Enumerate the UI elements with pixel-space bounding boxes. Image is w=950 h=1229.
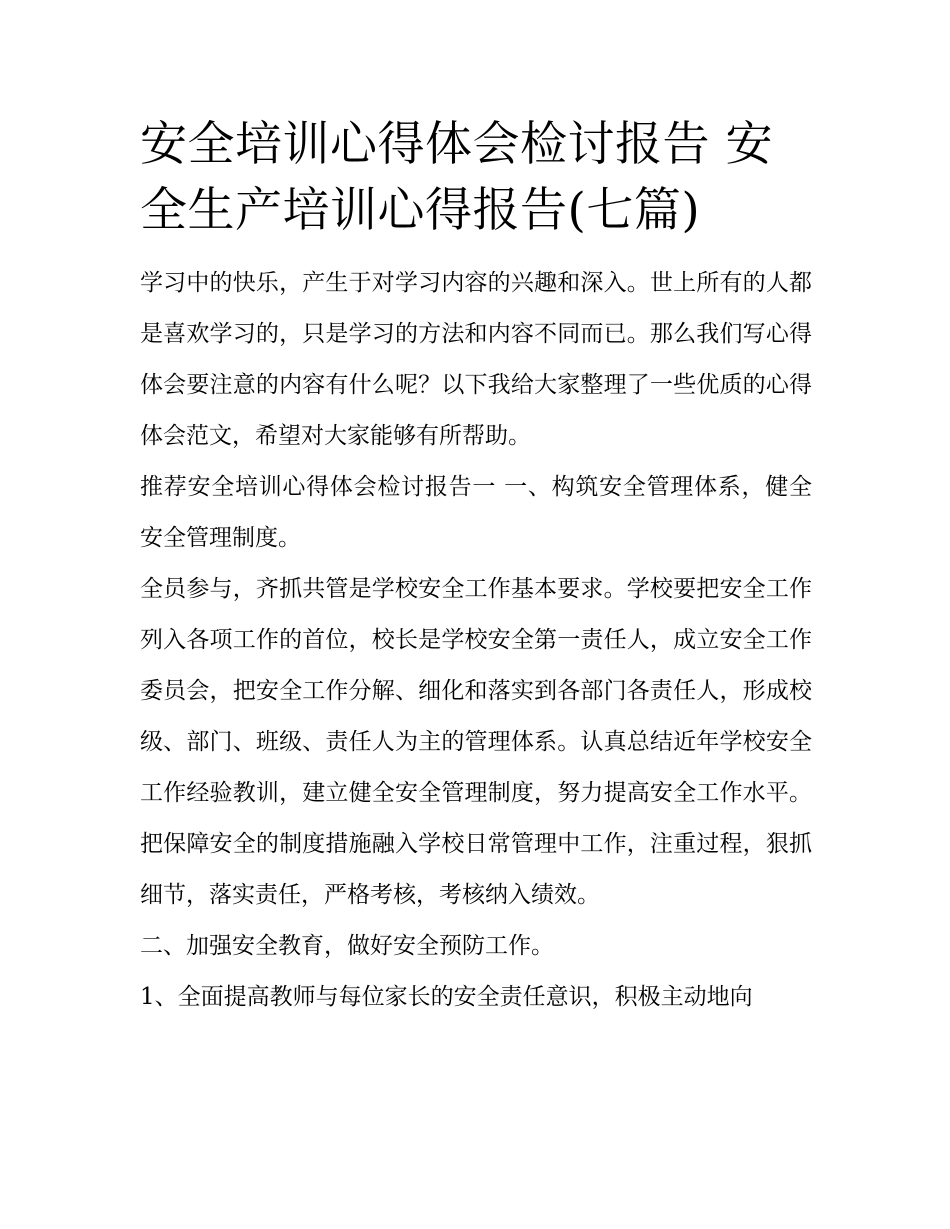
paragraph-section-two-heading: 二、加强安全教育，做好安全预防工作。: [140, 933, 554, 959]
paragraph-item-one: 1、全面提高教师与每位家长的安全责任意识，积极主动地向: [140, 984, 753, 1010]
paragraph-intro: 学习中的快乐，产生于对学习内容的兴趣和深入。世上所有的人都是喜欢学习的，只是学习的方法和内容不同而已。那么我们写心得体会要注意的内容有什么呢？以下我给大家整理了一些优质的心得体会范文，希望对大家能够有所帮助。: [140, 270, 812, 449]
paragraph-section-one-body: 全员参与，齐抓共管是学校安全工作基本要求。学校要把安全工作列入各项工作的首位，校长是学校安全第一责任人，成立安全工作委员会，把安全工作分解、细化和落实到各部门各责任人，形成校级、部门、班级、责任人为主的管理体系。认真总结近年学校安全工作经验教训，建立健全安全管理制度，努力提高安全工作水平。把保障安全的制度措施融入学校日常管理中工作，注重过程，狠抓细节，落实责任，严格考核，考核纳入绩效。: [140, 576, 812, 908]
document-title: 安全培训心得体会检讨报告 安全生产培训心得报告(七篇): [140, 117, 773, 238]
paragraph-section-one-heading: 推荐安全培训心得体会检讨报告一 一、构筑安全管理体系，健全安全管理制度。: [140, 474, 812, 551]
document-page: [140, 112, 812, 1023]
